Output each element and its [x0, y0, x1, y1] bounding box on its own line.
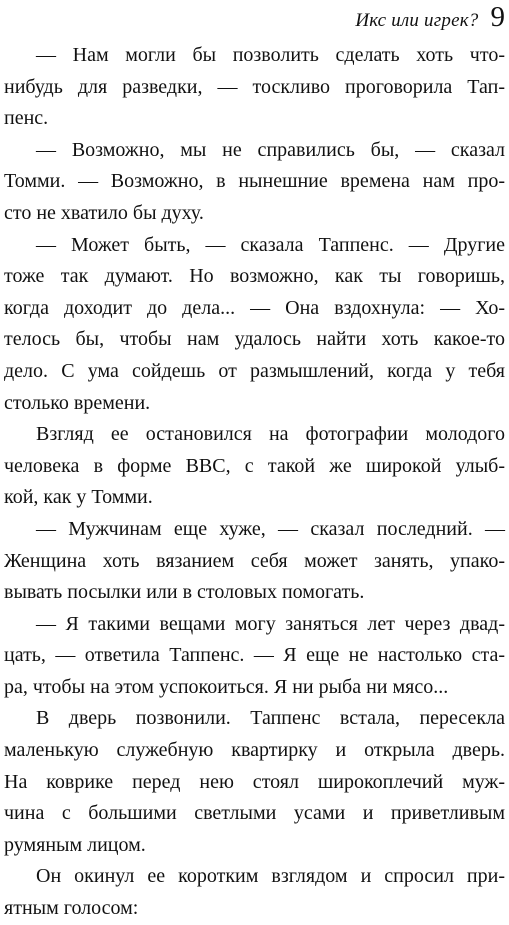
- paragraph: [4, 135, 505, 230]
- text-line: сто не хватило бы духу.: [4, 201, 204, 224]
- text-line: В дверь позвонили. Таппенс встала, пересекла: [36, 707, 505, 730]
- page-number: 9: [490, 1, 505, 33]
- text-line: пенс.: [4, 107, 49, 130]
- text-line: нибудь для разведки, — тоскливо проговорила Тап-: [4, 75, 505, 98]
- text-line: цать, — ответила Таппенс. — Я еще не настолько ста-: [4, 644, 505, 667]
- text-line: когда доходит до дела... — Она вздохнула: — Хо-: [4, 296, 505, 319]
- text-line: телось бы, чтобы нам удалось найти хоть какое-то: [4, 328, 505, 351]
- text-line: — Может быть, — сказала Таппенс. — Другие: [36, 233, 505, 256]
- text-line: ра, чтобы на этом успокоиться. Я ни рыба ни мясо...: [4, 675, 449, 698]
- text-line: кой, как у Томми.: [4, 486, 153, 509]
- paragraph: [4, 703, 505, 861]
- text-line: Женщина хоть вязанием себя может занять, упако-: [4, 549, 505, 572]
- running-head-title: Икс или игрек?: [355, 10, 479, 31]
- text-line: маленькую служебную квартирку и открыла дверь.: [4, 739, 505, 762]
- paragraph: [4, 230, 505, 420]
- text-line: — Я такими вещами могу заняться лет через двад-: [36, 612, 505, 635]
- paragraph: [4, 609, 505, 704]
- text-line: — Возможно, мы не справились бы, — сказал: [36, 138, 505, 161]
- text-line: Томми. — Возможно, в нынешние времена нам про-: [4, 170, 505, 193]
- text-line: — Мужчинам еще хуже, — сказал последний. —: [36, 517, 505, 540]
- text-line: Взгляд ее остановился на фотографии молодого: [36, 423, 505, 446]
- text-line: чина с большими светлыми усами и приветливым: [4, 802, 505, 825]
- text-line: Он окинул ее коротким взглядом и спросил при-: [36, 865, 505, 888]
- paragraph: [4, 514, 505, 609]
- text-line: На коврике перед нею стоял широкоплечий муж-: [4, 770, 505, 793]
- paragraph: [4, 861, 505, 924]
- paragraph: [4, 419, 505, 514]
- text-line: столько времени.: [4, 391, 151, 414]
- text-line: тоже так думают. Но возможно, как ты говоришь,: [4, 265, 505, 288]
- text-line: ятным голосом:: [4, 897, 139, 920]
- body-text: [4, 40, 505, 925]
- paragraph: [4, 40, 505, 135]
- text-line: — Нам могли бы позволить сделать хоть что-: [36, 44, 505, 66]
- text-line: румяным лицом.: [4, 833, 146, 856]
- text-line: вывать посылки или в столовых помогать.: [4, 581, 365, 604]
- text-line: человека в форме ВВС, с такой же широкой улыб-: [4, 454, 505, 477]
- text-line: дело. С ума сойдешь от размышлений, когда у тебя: [4, 359, 505, 382]
- running-head: [355, 2, 505, 32]
